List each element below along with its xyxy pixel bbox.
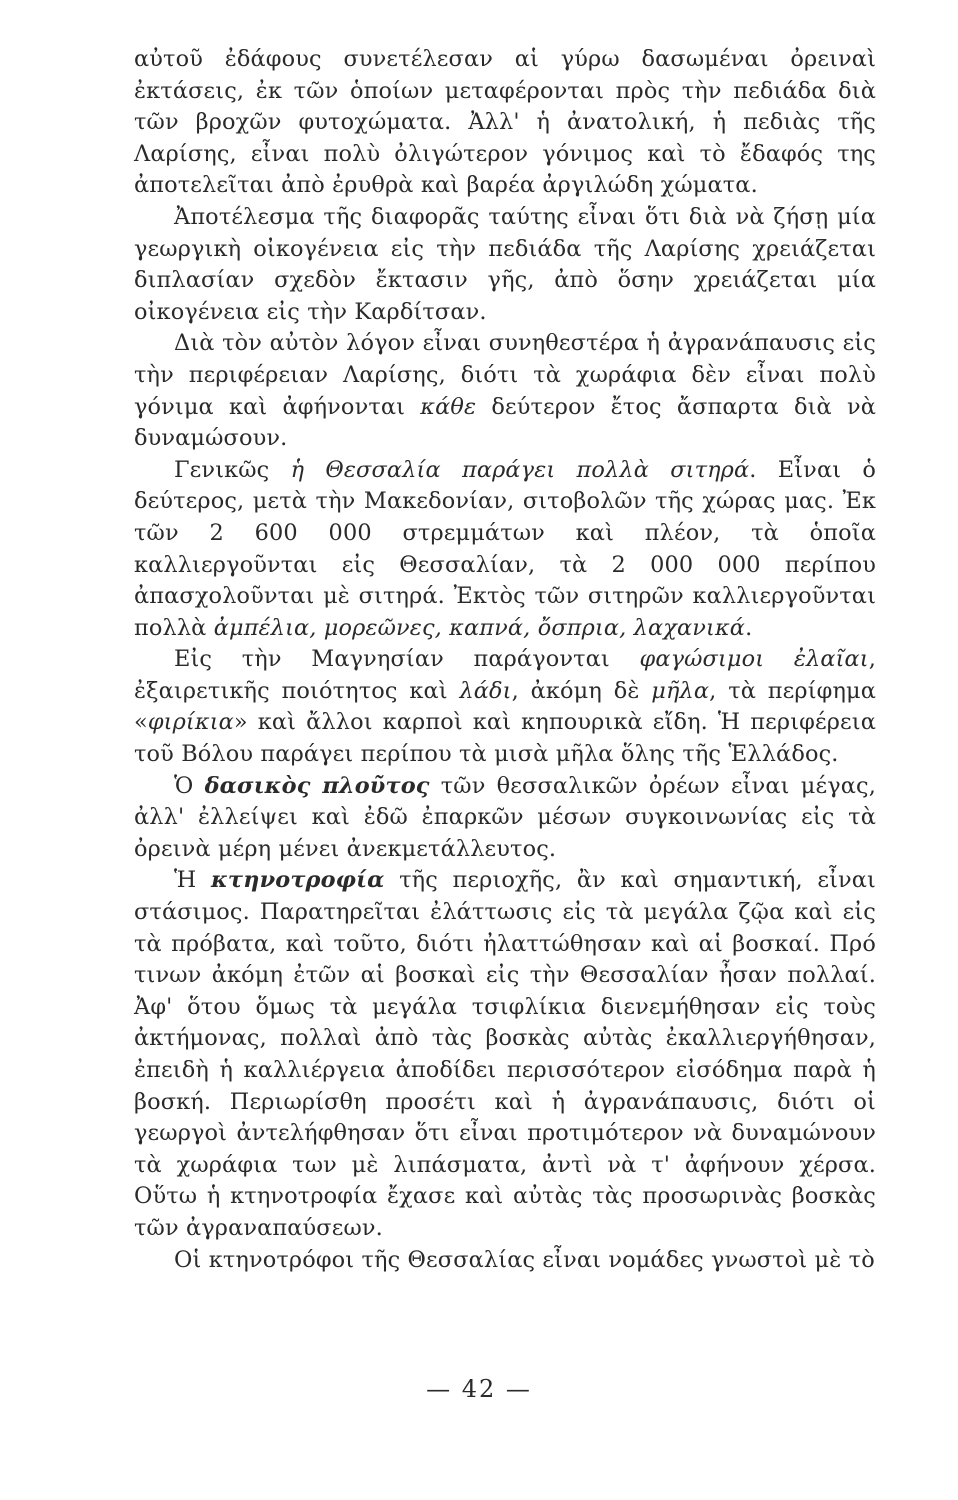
text-run: Οἱ κτηνοτρόφοι τῆς Θεσσαλίας εἶναι νομάδες γνωστοὶ μὲ τὸ — [174, 1246, 875, 1273]
bold-italic-term: κτηνοτροφία — [211, 867, 385, 894]
italic-text: μῆλα — [651, 677, 710, 704]
text-run: δεύτερον ἔτος ἄσπαρτα διὰ νὰ δυναμώσουν. — [134, 393, 876, 452]
italic-text: ἀμπέλια, μορεῶνες, καπνά, ὄσπρια, λαχανικά — [213, 614, 746, 641]
text-run: . — [745, 614, 753, 641]
text-run: Διὰ τὸν αὐτὸν λόγον εἶναι συνηθεστέρα ἡ ἀγρανάπαυσις εἰς τὴν περιφέρειαν Λαρίσης, διότι τὰ χωράφια δὲν εἶναι πολὺ γόνιμα καὶ ἀφήνονται — [134, 330, 876, 420]
text-run: , ἐξαιρετικῆς ποιότητος καὶ — [134, 646, 877, 704]
text-run: Ὁ — [174, 772, 205, 799]
text-run: , ἀκόμη δὲ — [511, 677, 652, 704]
paragraph — [134, 1245, 876, 1277]
page-number: — 42 — — [426, 1375, 532, 1403]
text-run: Ἡ — [174, 867, 211, 894]
text-run: Γενικῶς — [174, 456, 291, 483]
text-run: » καὶ ἄλλοι καρποὶ καὶ κηπουρικὰ εἴδη. Ἡ περιφέρεια τοῦ Βόλου παράγει περίπου τὰ μισὰ μῆλα ὅλης τῆς Ἑλλάδος. — [134, 709, 876, 768]
paragraph — [134, 865, 876, 1244]
paragraph — [134, 644, 876, 770]
italic-text: κάθε — [420, 393, 477, 420]
bold-italic-term: δασικὸς πλοῦτος — [204, 772, 430, 799]
text-run: τῶν θεσσαλικῶν ὀρέων εἶναι μέγας, ἀλλ' ἐλλείψει καὶ ἐδῶ ἐπαρκῶν μέσων συγκοινωνίας εἰς τὰ ὀρεινὰ μέρη μένει ἀνεκμετάλλευτος. — [134, 772, 876, 862]
paragraph — [134, 328, 876, 454]
text-run: αὐτοῦ ἐδάφους συνετέλεσαν αἱ γύρω δασωμέναι ὀρειναὶ ἐκτάσεις, ἐκ τῶν ὁποίων μεταφέρονται πρὸς τὴν πεδιάδα διὰ τῶν βροχῶν φυτοχώματα. Ἀλλ' ἡ ἀνατολική, ἡ πεδιὰς τῆς Λαρίσης, εἶναι πολὺ ὀλιγώτερον γόνιμος καὶ τὸ ἔδαφός της ἀποτελεῖται ἀπὸ ἐρυθρὰ καὶ βαρέα ἀργιλώδη χώματα. — [134, 46, 876, 199]
italic-text: ἡ Θεσσαλία παράγει πολλὰ σιτηρά — [290, 456, 750, 483]
text-run: , τὰ περίφημα « — [134, 677, 876, 736]
italic-text: λάδι — [459, 677, 512, 704]
paragraph — [134, 455, 876, 645]
text-run: Εἰς τὴν Μαγνησίαν παράγονται — [174, 646, 640, 673]
italic-text: φαγώσιμοι ἐλαῖαι — [639, 646, 869, 673]
italic-text: φιρίκια — [147, 709, 234, 736]
text-run: . Εἶναι ὁ δεύτερος, μετὰ τὴν Μακεδονίαν, σιτοβολῶν τῆς χώρας μας. Ἐκ τῶν 2 600 000 στρεμμάτων καὶ πλέον, τὰ ὁποῖα καλλιεργοῦνται εἰς Θεσσαλίαν, τὰ 2 000 000 περίπου ἀπασχολοῦνται μὲ σιτηρά. Ἐκτὸς τῶν σιτηρῶν καλλιεργοῦνται πολλὰ — [134, 456, 876, 641]
paragraph — [134, 771, 876, 866]
paragraph — [134, 44, 876, 202]
paragraph — [134, 202, 876, 328]
text-run: τῆς περιοχῆς, ἂν καὶ σημαντική, εἶναι στάσιμος. Παρατηρεῖται ἐλάττωσις εἰς τὰ μεγάλα ζῷα καὶ εἰς τὰ πρόβατα, καὶ τοῦτο, διότι ἠλαττώθησαν καὶ αἱ βοσκαί. Πρό τινων ἀκόμη ἐτῶν αἱ βοσκαὶ εἰς τὴν Θεσσαλίαν ἦσαν πολλαί. Ἀφ' ὅτου ὅμως τὰ μεγάλα τσιφλίκια διενεμήθησαν εἰς τοὺς ἀκτήμονας, πολλαὶ ἀπὸ τὰς βοσκὰς αὐτὰς ἐκαλλιεργήθησαν, ἐπειδὴ ἡ καλλιέργεια ἀποδίδει περισσότερον εἰσόδημα παρὰ ἡ βοσκή. Περιωρίσθη προσέτι καὶ ἡ ἀγρανάπαυσις, διότι οἱ γεωργοὶ ἀντελήφθησαν ὅτι εἶναι προτιμότερον νὰ δυναμώνουν τὰ χωράφια των μὲ λιπάσματα, ἀντὶ νὰ τ' ἀφήνουν χέρσα. Οὕτω ἡ κτηνοτροφία ἔχασε καὶ αὐτὰς τὰς προσωρινὰς βοσκὰς τῶν ἀγραναπαύσεων. — [134, 867, 876, 1241]
text-run: Ἀποτέλεσμα τῆς διαφορᾶς ταύτης εἶναι ὅτι διὰ νὰ ζήσῃ μία γεωργικὴ οἰκογένεια εἰς τὴν πεδιάδα τῆς Λαρίσης χρειάζεται διπλασίαν σχεδὸν ἔκτασιν γῆς, ἀπὸ ὅσην χρειάζεται μία οἰκογένεια εἰς τὴν Καρδίτσαν. — [134, 203, 876, 325]
body-text — [134, 44, 876, 1276]
